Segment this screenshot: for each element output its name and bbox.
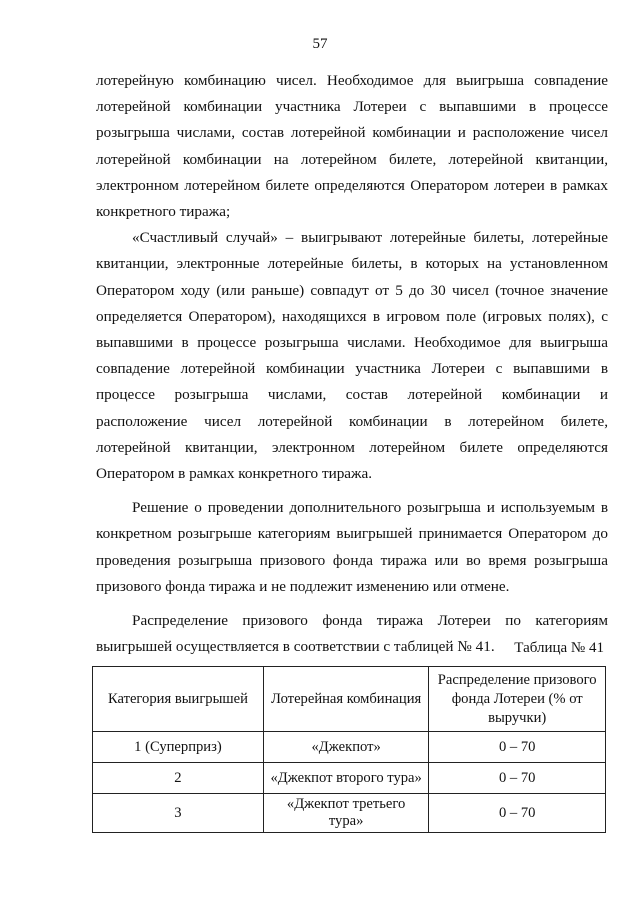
table-row (93, 763, 606, 794)
paragraph-additional-draw: Решение о проведении дополнительного розыгрыша и используемым в конкретном розыгрыше категориям выигрышей принимается Оператором до проведения розыгрыша призового фонда тиража или во время розыгрыша призового фонда тиража и не подлежит изменению или отмене. (96, 499, 608, 595)
header-category: Категория выигрышей (93, 667, 264, 732)
cell-category: 3 (93, 794, 264, 833)
cell-distribution: 0 – 70 (429, 763, 606, 794)
table-caption: Таблица № 41 (514, 640, 604, 656)
paragraph-lucky-chance: «Счастливый случай» – выигрывают лотерейные билеты, лотерейные квитанции, электронные лотерейные билеты, в которых на установленном Оператором ходу (или раньше) совпадут от 5 до 30 чисел (точное значение определяется Оператором), находящихся в игровом поле (игровых полях), с выпавшими в процессе розыгрыша числами. Необходимое для выигрыша совпадение лотерейной комбинации участника Лотереи с выпавшими в процессе розыгрыша числами, состав лотерейной комбинации и расположение чисел лотерейной комбинации в лотерейном билете, лотерейной квитанции, электронном лотерейном билете определяются Оператором в рамках конкретного тиража. (96, 229, 608, 483)
body-text (96, 68, 608, 660)
prize-table (92, 666, 606, 833)
header-distribution: Распределение призового фонда Лотереи (% от выручки) (429, 667, 606, 732)
cell-category: 1 (Суперприз) (93, 732, 264, 763)
table-row (93, 794, 606, 833)
cell-distribution: 0 – 70 (429, 794, 606, 833)
table-row (93, 732, 606, 763)
table-header-row (93, 667, 606, 732)
header-combination: Лотерейная комбинация (263, 667, 428, 732)
cell-combination: «Джекпот третьего тура» (263, 794, 428, 833)
cell-combination: «Джекпот» (263, 732, 428, 763)
page-number: 57 (312, 36, 328, 52)
paragraph-continuation: лотерейную комбинацию чисел. Необходимое для выигрыша совпадение лотерейной комбинации участника Лотереи с выпавшими в процессе розыгрыша числами, состав лотерейной комбинации и расположение чисел лотерейной комбинации на лотерейном билете, лотерейной квитанции, электронном лотерейном билете определяются Оператором лотереи в рамках конкретного тиража; (96, 72, 608, 221)
cell-distribution: 0 – 70 (429, 732, 606, 763)
cell-category: 2 (93, 763, 264, 794)
paragraph-prize-distribution: Распределение призового фонда тиража Лотереи по категориям выигрышей осуществляется в соответствии с таблицей № 41. (96, 612, 608, 656)
cell-combination: «Джекпот второго тура» (263, 763, 428, 794)
